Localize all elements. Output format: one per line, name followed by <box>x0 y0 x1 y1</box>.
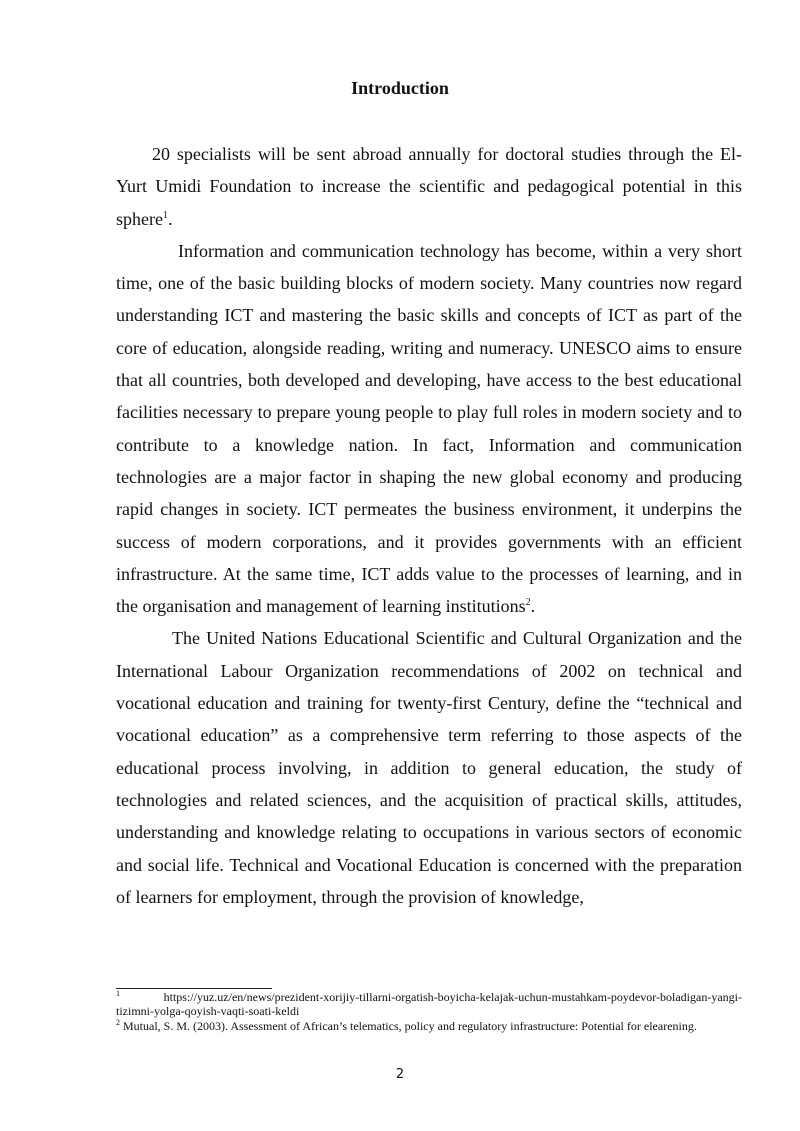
footnote-1-number: 1 <box>116 989 120 998</box>
footnote-1 <box>116 991 742 1018</box>
paragraph-1-text: 20 specialists will be sent abroad annually for doctoral studies through the El-Yurt Umidi Foundation to increase the scientific and pedagogical potential in this sphere <box>116 144 742 229</box>
footnote-ref-2[interactable]: 2 <box>525 597 531 609</box>
paragraph-3-text: The United Nations Educational Scientific and Cultural Organization and the International Labour Organization recommendations of 2002 on technical and vocational education and training for twenty-first Century, define the “technical and vocational education” as a comprehensive term referring to those aspects of the educational process involving, in addition to general education, the study of technologies and related sciences, and the acquisition of practical skills, attitudes, understanding and knowledge relating to occupations in various sectors of economic and social life. Technical and Vocational Education is concerned with the preparation of learners for employment, through the provision of knowledge, <box>116 628 742 907</box>
page-number: 2 <box>395 1067 405 1082</box>
body-text <box>116 138 742 913</box>
footnote-ref-1[interactable]: 1 <box>162 209 168 221</box>
footnote-2-text: Mutual, S. M. (2003). Assessment of African’s telematics, policy and regulatory infrastructure: Potential for elearening. <box>123 1019 697 1033</box>
footnote-1-link[interactable]: https://yuz.uz/en/news/prezident-xorijiy-tillarni-orgatish-boyicha-kelajak-uchun-mustahkam-poydevor-boladigan-yangi-tizimni-yolga-qoyish-vaqti-soati-keldi <box>116 990 742 1018</box>
footnote-2-number: 2 <box>116 1018 120 1027</box>
section-heading: Introduction <box>351 78 449 98</box>
footnote-separator <box>116 988 272 989</box>
footnotes <box>116 991 742 1036</box>
paragraph-1: 20 specialists will be sent abroad annually for doctoral studies through the El-Yurt Umidi Foundation to increase the scientific and pedagogical potential in this sphere$^1$. <box>116 144 742 229</box>
paragraph-2: Information and communication technology has become, within a very short time, one of the basic building blocks of modern society. Many countries now regard understanding ICT and mastering the basic skills and concepts of ICT as part of the core of education, alongside reading, writing and numeracy. UNESCO aims to ensure that all countries, both developed and developing, have access to the best educational facilities necessary to prepare young people to play full roles in modern society and to contribute to a knowledge nation. In fact, Information and communication technologies are a major factor in shaping the new global economy and producing rapid changes in society. ICT permeates the business environment, it underpins the success of modern corporations, and it provides governments with an efficient infrastructure. At the same time, ICT adds value to the processes of learning, and in the organisation and management of learning institutions$^2$. <box>116 240 742 617</box>
paragraph-2-text: Information and communication technology has become, within a very short time, one of the basic building blocks of modern society. Many countries now regard understanding ICT and mastering the basic skills and concepts of ICT as part of the core of education, alongside reading, writing and numeracy. UNESCO aims to ensure that all countries, both developed and developing, have access to the best educational facilities necessary to prepare young people to play full roles in modern society and to contribute to a knowledge nation. In fact, Information and communication technologies are a major factor in shaping the new global economy and producing rapid changes in society. ICT permeates the business environment, it underpins the success of modern corporations, and it provides governments with an efficient infrastructure. At the same time, ICT adds value to the processes of learning, and in the organisation and management of learning institutions <box>116 240 742 617</box>
footnote-2 <box>116 1020 742 1034</box>
paragraph-3 <box>116 622 742 913</box>
